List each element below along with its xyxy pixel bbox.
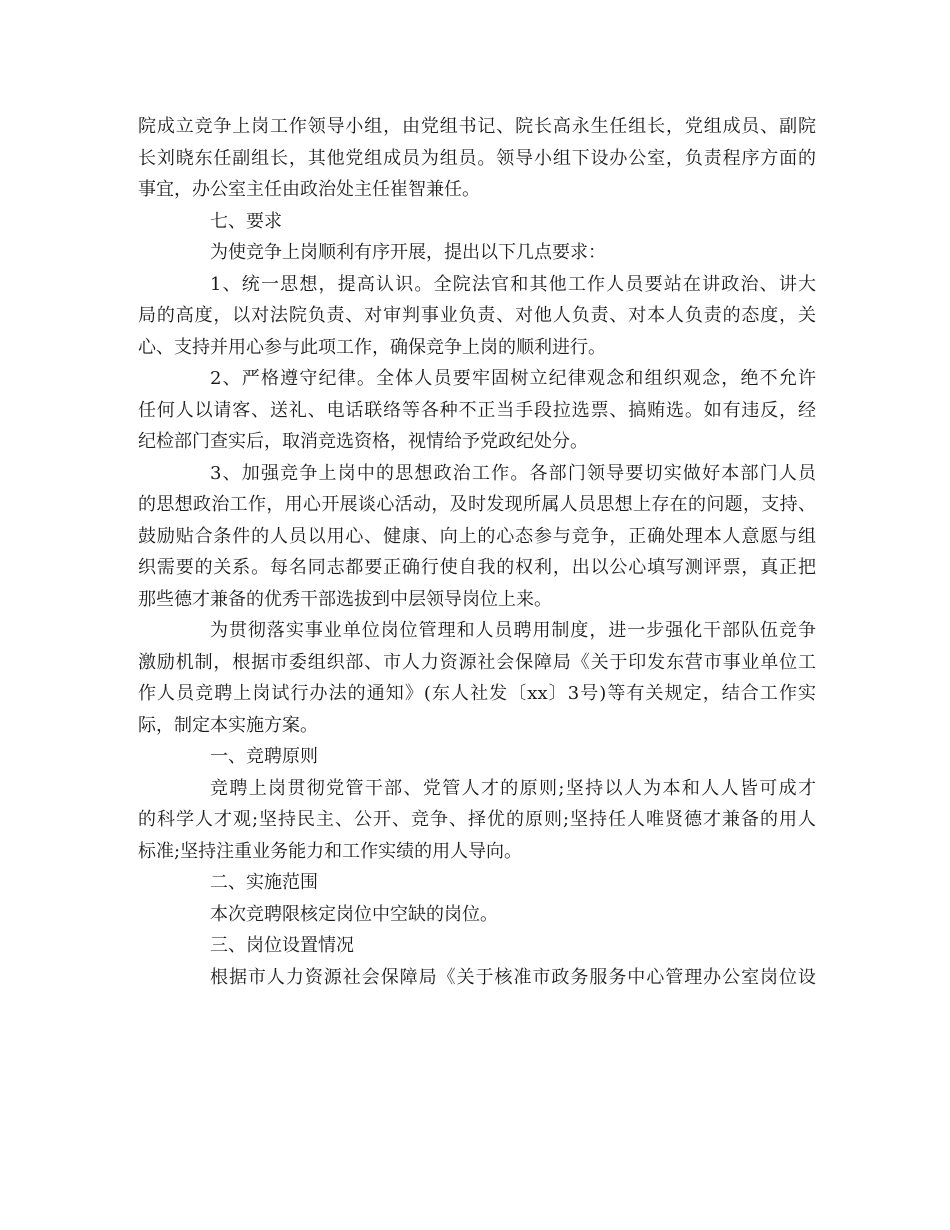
text-line: 那些德才兼备的优秀干部选拔到中层领导岗位上来。: [138, 588, 552, 610]
text-line: 竞聘上岗贯彻党管干部、党管人才的原则;坚持以人为本和人人皆可成才: [210, 777, 816, 799]
text-line: 为使竞争上岗顺利有序开展，提出以下几点要求：: [210, 242, 606, 263]
text-line: 3、加强竞争上岗中的思想政治工作。各部门领导要切实做好本部门人员: [210, 462, 816, 484]
text-line: 一、竞聘原则: [210, 746, 318, 767]
text-line: 标准;坚持注重业务能力和工作实绩的用人导向。: [138, 840, 523, 862]
text-line: 二、实施范围: [210, 872, 318, 893]
text-line: 的科学人才观;坚持民主、公开、竞争、择优的原则;坚持任人唯贤德才兼备的用人: [138, 809, 816, 830]
text-line: 任何人以请客、送礼、电话联络等各种不正当手段拉选票、搞贿选。如有违反，经: [138, 399, 816, 421]
text-line: 1、统一思想，提高认识。全院法官和其他工作人员要站在讲政治、讲大: [210, 273, 816, 295]
document-body: [138, 111, 816, 993]
text-line: 三、岗位设置情况: [210, 935, 354, 956]
text-line: 院成立竞争上岗工作领导小组，由党组书记、院长高永生任组长，党组成员、副院: [138, 116, 816, 137]
text-line: 本次竞聘限核定岗位中空缺的岗位。: [210, 903, 498, 925]
text-line: 根据市人力资源社会保障局《关于核准市政务服务中心管理办公室岗位设: [210, 966, 816, 988]
text-line: 事宜，办公室主任由政治处主任崔智兼任。: [138, 179, 480, 200]
text-line: 局的高度，以对法院负责、对审判事业负责、对他人负责、对本人负责的态度，关: [138, 305, 816, 326]
text-line: 心、支持并用心参与此项工作，确保竞争上岗的顺利进行。: [138, 336, 606, 358]
text-line: 七、要求: [210, 210, 282, 232]
text-line: 激励机制，根据市委组织部、市人力资源社会保障局《关于印发东营市事业单位工: [138, 651, 816, 673]
text-line: 作人员竞聘上岗试行办法的通知》(东人社发〔xx〕3号)等有关规定，结合工作实: [138, 683, 816, 704]
text-line: 际，制定本实施方案。: [138, 714, 318, 736]
text-line: 的思想政治工作，用心开展谈心活动，及时发现所属人员思想上存在的问题，支持、: [138, 494, 816, 515]
text-line: 织需要的关系。每名同志都要正确行使自我的权利，出以公心填写测评票，真正把: [138, 557, 816, 578]
text-line: 2、严格遵守纪律。全体人员要牢固树立纪律观念和组织观念，绝不允许: [210, 368, 816, 389]
text-line: 纪检部门查实后，取消竞选资格，视情给予党政纪处分。: [138, 431, 588, 452]
text-line: 鼓励贴合条件的人员以用心、健康、向上的心态参与竞争，正确处理本人意愿与组: [138, 525, 816, 547]
text-line: 长刘晓东任副组长，其他党组成员为组员。领导小组下设办公室，负责程序方面的: [138, 147, 816, 169]
text-line: 为贯彻落实事业单位岗位管理和人员聘用制度，进一步强化干部队伍竞争: [210, 620, 816, 641]
